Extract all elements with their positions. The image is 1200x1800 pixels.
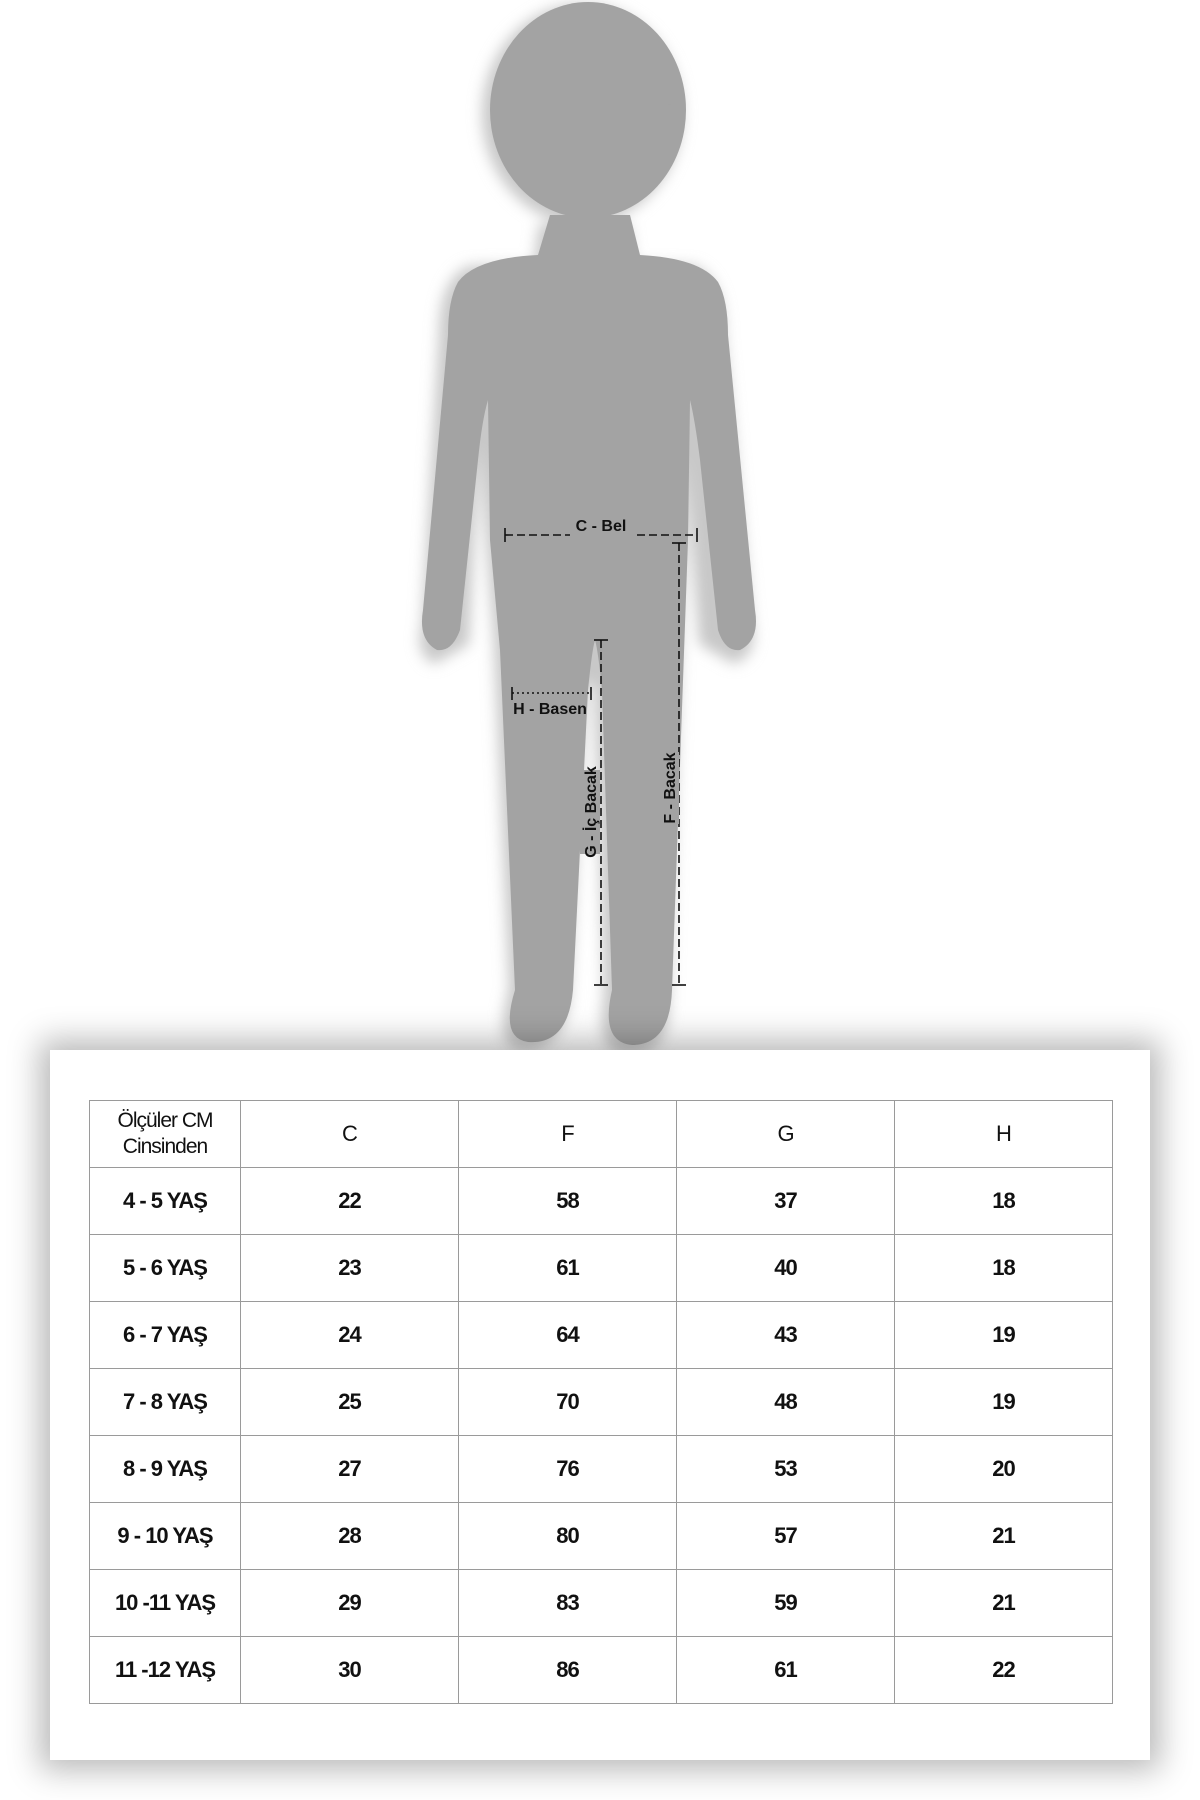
age-cell: 4 - 5 YAŞ <box>90 1168 241 1235</box>
age-cell: 7 - 8 YAŞ <box>90 1369 241 1436</box>
size-table <box>89 1100 1113 1704</box>
value-cell-f: 83 <box>459 1570 677 1637</box>
value-cell-c: 29 <box>241 1570 459 1637</box>
table-row <box>90 1369 1113 1436</box>
value-cell-h: 19 <box>895 1302 1113 1369</box>
table-row <box>90 1503 1113 1570</box>
leg-label: F - Bacak <box>662 752 679 824</box>
value-cell-c: 28 <box>241 1503 459 1570</box>
value-cell-g: 48 <box>677 1369 895 1436</box>
value-cell-h: 19 <box>895 1369 1113 1436</box>
table-corner-header <box>90 1101 241 1168</box>
inseam-label: G - İç Bacak <box>583 766 600 858</box>
column-header-f: F <box>459 1101 677 1168</box>
size-chart-card <box>50 1050 1150 1760</box>
value-cell-c: 24 <box>241 1302 459 1369</box>
value-cell-h: 18 <box>895 1235 1113 1302</box>
value-cell-g: 61 <box>677 1637 895 1704</box>
value-cell-g: 43 <box>677 1302 895 1369</box>
value-cell-f: 76 <box>459 1436 677 1503</box>
value-cell-f: 58 <box>459 1168 677 1235</box>
table-row <box>90 1168 1113 1235</box>
value-cell-f: 86 <box>459 1637 677 1704</box>
value-cell-g: 37 <box>677 1168 895 1235</box>
value-cell-g: 57 <box>677 1503 895 1570</box>
value-cell-h: 22 <box>895 1637 1113 1704</box>
value-cell-g: 59 <box>677 1570 895 1637</box>
age-cell: 9 - 10 YAŞ <box>90 1503 241 1570</box>
age-cell: 8 - 9 YAŞ <box>90 1436 241 1503</box>
column-header-h: H <box>895 1101 1113 1168</box>
table-row <box>90 1235 1113 1302</box>
waist-label: C - Bel <box>575 518 627 535</box>
value-cell-g: 40 <box>677 1235 895 1302</box>
column-header-g: G <box>677 1101 895 1168</box>
corner-line-1: Ölçüler CM <box>117 1109 213 1132</box>
value-cell-f: 80 <box>459 1503 677 1570</box>
table-header-row <box>90 1101 1113 1168</box>
value-cell-f: 61 <box>459 1235 677 1302</box>
table-row <box>90 1436 1113 1503</box>
value-cell-h: 21 <box>895 1570 1113 1637</box>
corner-line-2: Cinsinden <box>122 1135 208 1158</box>
value-cell-f: 64 <box>459 1302 677 1369</box>
table-row <box>90 1637 1113 1704</box>
value-cell-h: 18 <box>895 1168 1113 1235</box>
value-cell-c: 27 <box>241 1436 459 1503</box>
value-cell-c: 25 <box>241 1369 459 1436</box>
value-cell-h: 21 <box>895 1503 1113 1570</box>
age-cell: 10 -11 YAŞ <box>90 1570 241 1637</box>
value-cell-c: 23 <box>241 1235 459 1302</box>
table-row <box>90 1302 1113 1369</box>
value-cell-g: 53 <box>677 1436 895 1503</box>
column-header-c: C <box>241 1101 459 1168</box>
age-cell: 6 - 7 YAŞ <box>90 1302 241 1369</box>
age-cell: 5 - 6 YAŞ <box>90 1235 241 1302</box>
value-cell-h: 20 <box>895 1436 1113 1503</box>
value-cell-c: 30 <box>241 1637 459 1704</box>
value-cell-c: 22 <box>241 1168 459 1235</box>
hip-label: H - Basen <box>513 701 587 718</box>
age-cell: 11 -12 YAŞ <box>90 1637 241 1704</box>
value-cell-f: 70 <box>459 1369 677 1436</box>
table-row <box>90 1570 1113 1637</box>
